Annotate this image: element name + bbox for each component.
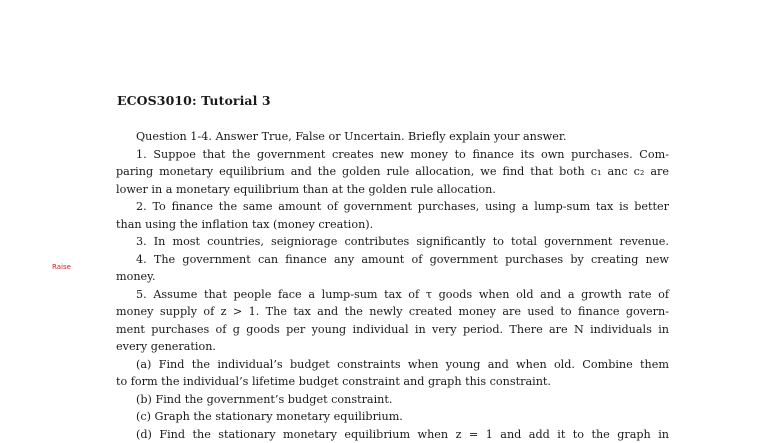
question-2-line-1: 2. To finance the same amount of government purchases, using a lump-sum tax is better xyxy=(116,198,669,216)
margin-annotation: Raise xyxy=(52,263,71,271)
part-a-line-1: (a) Find the individual’s budget constraints when young and when old. Combine them xyxy=(116,356,669,374)
question-4-line-1: 4. The government can finance any amount of government purchases by creating new xyxy=(116,251,669,269)
question-1-line-2: paring monetary equilibrium and the golden rule allocation, we find that both c₁ anc c₂ are xyxy=(116,163,669,181)
question-5-line-1: 5. Assume that people face a lump-sum tax of τ goods when old and a growth rate of xyxy=(116,286,669,304)
document-title: ECOS3010: Tutorial 3 xyxy=(117,93,271,108)
question-4-line-2: money. xyxy=(116,268,669,286)
part-c-line-1: (c) Graph the stationary monetary equilibrium. xyxy=(116,408,669,426)
part-d-line-1: (d) Find the stationary monetary equilibrium when z = 1 and add it to the graph in xyxy=(116,426,669,443)
question-2-line-2: than using the inflation tax (money creation). xyxy=(116,216,669,234)
document-body xyxy=(116,128,669,443)
question-intro: Question 1-4. Answer True, False or Uncertain. Briefly explain your answer. xyxy=(116,128,669,146)
question-1-line-1: 1. Suppoe that the government creates new money to finance its own purchases. Com- xyxy=(116,146,669,164)
question-5-line-4: every generation. xyxy=(116,338,669,356)
question-1-line-3: lower in a monetary equilibrium than at the golden rule allocation. xyxy=(116,181,669,199)
question-5-line-2: money supply of z > 1. The tax and the newly created money are used to finance govern- xyxy=(116,303,669,321)
question-3-line-1: 3. In most countries, seigniorage contributes significantly to total government revenue. xyxy=(116,233,669,251)
part-b-line-1: (b) Find the government’s budget constraint. xyxy=(116,391,669,409)
part-a-line-2: to form the individual’s lifetime budget constraint and graph this constraint. xyxy=(116,373,669,391)
question-5-line-3: ment purchases of g goods per young individual in very period. There are N individuals in xyxy=(116,321,669,339)
